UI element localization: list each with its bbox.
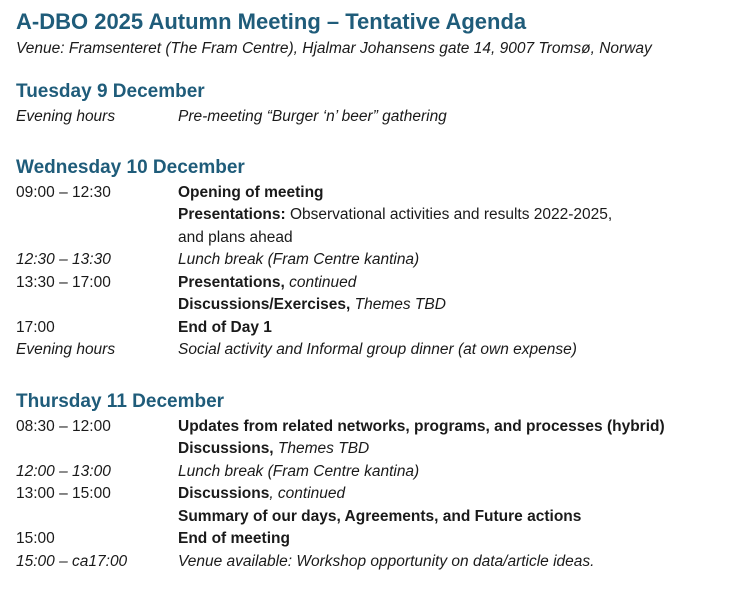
row-description: Lunch break (Fram Centre kantina) (178, 463, 420, 480)
row-description: End of meeting (178, 530, 290, 547)
row-time: Evening hours (16, 341, 116, 358)
day-heading-thursday: Thursday 11 December (16, 391, 225, 412)
row-description: Updates from related networks, programs, and processes (hybrid) (178, 418, 665, 435)
row-time: 09:00 – 12:30 (16, 184, 111, 201)
row-time: Evening hours (16, 108, 116, 125)
row-time: 15:00 – ca17:00 (16, 553, 128, 570)
row-description: Discussions/Exercises, Themes TBD (178, 296, 446, 313)
row-time: 12:00 – 13:00 (16, 463, 111, 480)
row-time: 17:00 (16, 319, 55, 336)
row-description: Summary of our days, Agreements, and Future actions (178, 508, 582, 525)
row-description: and plans ahead (178, 229, 293, 246)
row-time: 12:30 – 13:30 (16, 251, 111, 268)
row-description: Venue available: Workshop opportunity on data/article ideas. (178, 553, 595, 570)
row-description: Lunch break (Fram Centre kantina) (178, 251, 420, 268)
row-description: End of Day 1 (178, 319, 272, 336)
row-time: 13:00 – 15:00 (16, 485, 111, 502)
agenda-title: A-DBO 2025 Autumn Meeting – Tentative Agenda (16, 9, 527, 34)
row-description: Discussions, continued (178, 485, 346, 502)
row-description: Social activity and Informal group dinner (at own expense) (178, 341, 577, 358)
day-heading-tuesday: Tuesday 9 December (16, 81, 205, 102)
row-description: Opening of meeting (178, 184, 324, 201)
row-description: Presentations, continued (178, 274, 357, 291)
row-time: 13:30 – 17:00 (16, 274, 111, 291)
row-description: Pre-meeting “Burger ‘n’ beer” gathering (178, 108, 447, 125)
row-description: Discussions, Themes TBD (178, 440, 370, 457)
venue-line: Venue: Framsenteret (The Fram Centre), Hjalmar Johansens gate 14, 9007 Tromsø, Norway (16, 40, 652, 57)
day-heading-wednesday: Wednesday 10 December (16, 157, 245, 178)
row-time: 15:00 (16, 530, 55, 547)
row-time: 08:30 – 12:00 (16, 418, 111, 435)
row-description: Presentations: Observational activities and results 2022-2025, (178, 206, 613, 223)
